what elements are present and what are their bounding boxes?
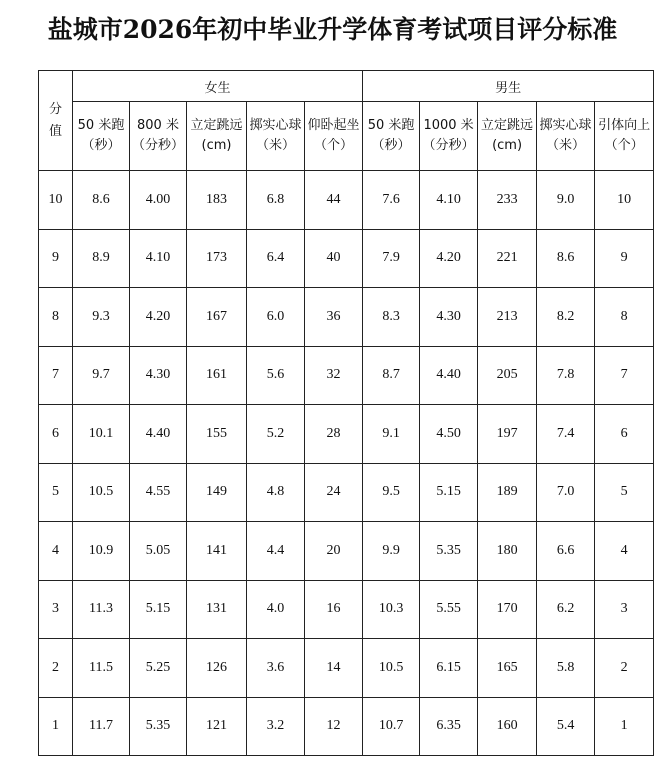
score-header-char: 分	[48, 101, 62, 117]
female-value-cell: 44	[305, 171, 363, 230]
male-value-cell: 5.15	[420, 463, 478, 522]
male-value-cell: 6	[595, 405, 654, 464]
male-value-cell: 10.3	[363, 580, 420, 639]
female-value-cell: 20	[305, 522, 363, 581]
female-value-cell: 5.2	[247, 405, 305, 464]
column-unit: （米）	[255, 138, 295, 153]
male-value-cell: 4.30	[420, 288, 478, 347]
table-row	[39, 405, 654, 464]
male-value-cell: 6.35	[420, 697, 478, 756]
female-column-header	[73, 102, 130, 171]
male-value-cell: 9.5	[363, 463, 420, 522]
male-value-cell: 8.7	[363, 346, 420, 405]
female-value-cell: 4.30	[130, 346, 187, 405]
female-value-cell: 4.40	[130, 405, 187, 464]
male-value-cell: 233	[478, 171, 537, 230]
male-column-header	[363, 102, 420, 171]
table-row	[39, 697, 654, 756]
female-value-cell: 6.0	[247, 288, 305, 347]
female-value-cell: 8.6	[73, 171, 130, 230]
column-unit: （个）	[604, 138, 644, 153]
female-value-cell: 183	[187, 171, 247, 230]
male-value-cell: 4.50	[420, 405, 478, 464]
column-name: 1000 米	[423, 118, 474, 133]
female-value-cell: 4.20	[130, 288, 187, 347]
score-cell: 2	[39, 639, 73, 698]
score-cell: 4	[39, 522, 73, 581]
male-value-cell: 9.1	[363, 405, 420, 464]
female-value-cell: 16	[305, 580, 363, 639]
male-value-cell: 10	[595, 171, 654, 230]
score-cell: 3	[39, 580, 73, 639]
female-value-cell: 10.5	[73, 463, 130, 522]
female-value-cell: 40	[305, 229, 363, 288]
female-value-cell: 5.25	[130, 639, 187, 698]
female-value-cell: 121	[187, 697, 247, 756]
female-value-cell: 131	[187, 580, 247, 639]
female-value-cell: 5.6	[247, 346, 305, 405]
female-value-cell: 36	[305, 288, 363, 347]
male-value-cell: 5.55	[420, 580, 478, 639]
female-value-cell: 11.5	[73, 639, 130, 698]
table-header	[39, 71, 654, 171]
column-name: 掷实心球	[249, 118, 302, 133]
female-value-cell: 12	[305, 697, 363, 756]
male-value-cell: 5.35	[420, 522, 478, 581]
male-value-cell: 9	[595, 229, 654, 288]
female-value-cell: 5.35	[130, 697, 187, 756]
male-value-cell: 8.2	[537, 288, 595, 347]
female-value-cell: 4.0	[247, 580, 305, 639]
female-value-cell: 24	[305, 463, 363, 522]
female-value-cell: 155	[187, 405, 247, 464]
female-column-header	[187, 102, 247, 171]
female-column-header	[305, 102, 363, 171]
column-name: 仰卧起坐	[307, 118, 360, 133]
score-cell: 9	[39, 229, 73, 288]
male-value-cell: 189	[478, 463, 537, 522]
column-name: 引体向上	[598, 118, 651, 133]
table-row	[39, 639, 654, 698]
female-value-cell: 149	[187, 463, 247, 522]
male-value-cell: 170	[478, 580, 537, 639]
table-row	[39, 346, 654, 405]
page-title: 盐城市2026年初中毕业升学体育考试项目评分标准	[47, 15, 618, 44]
male-value-cell: 165	[478, 639, 537, 698]
female-value-cell: 126	[187, 639, 247, 698]
male-value-cell: 2	[595, 639, 654, 698]
female-value-cell: 14	[305, 639, 363, 698]
female-group-header: 女生	[73, 71, 363, 102]
score-cell: 10	[39, 171, 73, 230]
column-unit: （分秒）	[422, 138, 475, 153]
male-value-cell: 8.6	[537, 229, 595, 288]
female-value-cell: 161	[187, 346, 247, 405]
female-value-cell: 4.00	[130, 171, 187, 230]
male-value-cell: 5	[595, 463, 654, 522]
table-row	[39, 463, 654, 522]
female-value-cell: 4.55	[130, 463, 187, 522]
column-unit: （米）	[546, 138, 586, 153]
score-cell: 1	[39, 697, 73, 756]
column-name: 50 米跑	[77, 118, 125, 133]
male-value-cell: 9.9	[363, 522, 420, 581]
column-name: 800 米	[137, 118, 179, 133]
female-value-cell: 6.4	[247, 229, 305, 288]
female-value-cell: 5.05	[130, 522, 187, 581]
male-value-cell: 4	[595, 522, 654, 581]
male-value-cell: 205	[478, 346, 537, 405]
male-value-cell: 7.4	[537, 405, 595, 464]
female-value-cell: 32	[305, 346, 363, 405]
score-cell: 8	[39, 288, 73, 347]
female-value-cell: 3.6	[247, 639, 305, 698]
female-value-cell: 6.8	[247, 171, 305, 230]
male-value-cell: 5.8	[537, 639, 595, 698]
male-value-cell: 3	[595, 580, 654, 639]
score-column-header	[39, 71, 73, 171]
female-value-cell: 11.3	[73, 580, 130, 639]
male-value-cell: 213	[478, 288, 537, 347]
female-value-cell: 5.15	[130, 580, 187, 639]
male-value-cell: 10.7	[363, 697, 420, 756]
score-header-char: 值	[48, 123, 62, 139]
female-value-cell: 4.4	[247, 522, 305, 581]
male-value-cell: 4.40	[420, 346, 478, 405]
male-value-cell: 4.10	[420, 171, 478, 230]
column-name: 掷实心球	[539, 118, 592, 133]
scoring-table	[38, 70, 654, 756]
column-unit: (cm)	[492, 138, 523, 153]
table-body	[39, 171, 654, 756]
column-unit: （分秒）	[131, 138, 184, 153]
column-name: 50 米跑	[367, 118, 415, 133]
male-value-cell: 5.4	[537, 697, 595, 756]
female-value-cell: 10.1	[73, 405, 130, 464]
table-row	[39, 288, 654, 347]
female-value-cell: 8.9	[73, 229, 130, 288]
female-value-cell: 10.9	[73, 522, 130, 581]
female-column-header	[247, 102, 305, 171]
column-unit: （秒）	[371, 138, 411, 153]
female-value-cell: 9.3	[73, 288, 130, 347]
female-value-cell: 4.8	[247, 463, 305, 522]
male-value-cell: 7.9	[363, 229, 420, 288]
column-unit: （秒）	[81, 138, 121, 153]
female-value-cell: 167	[187, 288, 247, 347]
male-value-cell: 1	[595, 697, 654, 756]
male-value-cell: 7.8	[537, 346, 595, 405]
table-row	[39, 580, 654, 639]
male-value-cell: 8.3	[363, 288, 420, 347]
male-value-cell: 8	[595, 288, 654, 347]
male-value-cell: 10.5	[363, 639, 420, 698]
male-value-cell: 6.2	[537, 580, 595, 639]
male-value-cell: 6.6	[537, 522, 595, 581]
male-value-cell: 7	[595, 346, 654, 405]
score-cell: 6	[39, 405, 73, 464]
female-value-cell: 4.10	[130, 229, 187, 288]
column-name: 立定跳远	[481, 118, 534, 133]
female-value-cell: 11.7	[73, 697, 130, 756]
male-value-cell: 160	[478, 697, 537, 756]
female-column-header	[130, 102, 187, 171]
female-value-cell: 173	[187, 229, 247, 288]
male-value-cell: 197	[478, 405, 537, 464]
male-value-cell: 180	[478, 522, 537, 581]
male-value-cell: 7.0	[537, 463, 595, 522]
score-cell: 7	[39, 346, 73, 405]
male-column-header	[537, 102, 595, 171]
score-cell: 5	[39, 463, 73, 522]
female-value-cell: 28	[305, 405, 363, 464]
column-name: 立定跳远	[190, 118, 243, 133]
column-unit: (cm)	[201, 138, 232, 153]
table-row	[39, 229, 654, 288]
female-value-cell: 3.2	[247, 697, 305, 756]
male-value-cell: 7.6	[363, 171, 420, 230]
column-unit: （个）	[314, 138, 354, 153]
male-value-cell: 221	[478, 229, 537, 288]
female-value-cell: 141	[187, 522, 247, 581]
male-value-cell: 4.20	[420, 229, 478, 288]
male-column-header	[420, 102, 478, 171]
male-column-header	[478, 102, 537, 171]
female-value-cell: 9.7	[73, 346, 130, 405]
male-column-header	[595, 102, 654, 171]
male-value-cell: 9.0	[537, 171, 595, 230]
male-value-cell: 6.15	[420, 639, 478, 698]
table-row	[39, 522, 654, 581]
male-group-header: 男生	[363, 71, 654, 102]
table-row	[39, 171, 654, 230]
